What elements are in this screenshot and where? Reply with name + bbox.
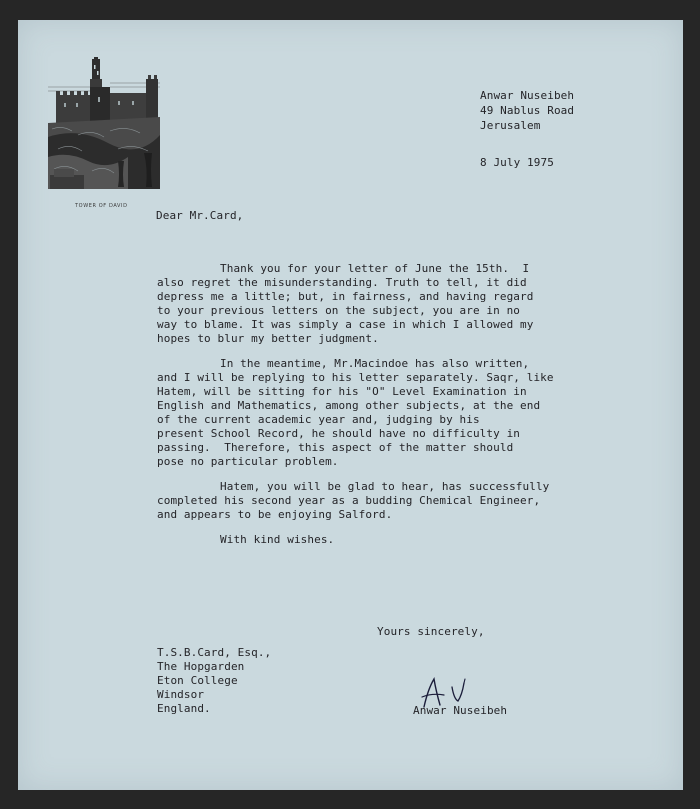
letter-date: 8 July 1975 xyxy=(480,156,554,169)
sender-name: Anwar Nuseibeh xyxy=(480,89,575,102)
body-line: In the meantime, Mr.Macindoe has also written, xyxy=(220,357,530,370)
recipient-line: Eton College xyxy=(157,674,238,687)
sender-street: 49 Nablus Road xyxy=(480,104,575,117)
body-line: present School Record, he should have no difficulty in xyxy=(157,427,521,440)
body-line: hopes to blur my better judgment. xyxy=(157,332,379,345)
body-line: way to blame. It was simply a case in which I allowed my xyxy=(157,318,534,331)
vignette-caption: TOWER OF DAVID xyxy=(75,203,128,209)
body-line: Thank you for your letter of June the 15th. I xyxy=(220,262,530,275)
recipient-line: The Hopgarden xyxy=(157,660,245,673)
body-line: completed his second year as a budding Chemical Engineer, xyxy=(157,494,541,507)
body-line: and appears to be enjoying Salford. xyxy=(157,508,393,521)
closing-wishes: With kind wishes. xyxy=(220,533,335,546)
signature-name: Anwar Nuseibeh xyxy=(413,704,508,717)
recipient-line: Windsor xyxy=(157,688,205,701)
body-line: depress me a little; but, in fairness, and having regard xyxy=(157,290,534,303)
salutation: Dear Mr.Card, xyxy=(156,209,244,222)
body-line: Hatem, you will be glad to hear, has successfully xyxy=(220,480,550,493)
body-line: passing. Therefore, this aspect of the matter should xyxy=(157,441,514,454)
letter-page xyxy=(18,20,683,790)
body-line: of the current academic year and, judging by his xyxy=(157,413,480,426)
body-line: English and Mathematics, among other subjects, at the end xyxy=(157,399,541,412)
recipient-line: England. xyxy=(157,702,211,715)
body-line: also regret the misunderstanding. Truth to tell, it did xyxy=(157,276,527,289)
sender-city: Jerusalem xyxy=(480,119,541,132)
body-line: Hatem, will be sitting for his "O" Level Examination in xyxy=(157,385,527,398)
body-line: pose no particular problem. xyxy=(157,455,339,468)
recipient-line: T.S.B.Card, Esq., xyxy=(157,646,272,659)
valediction: Yours sincerely, xyxy=(377,625,485,638)
body-line: to your previous letters on the subject, you are in no xyxy=(157,304,521,317)
body-line: and I will be replying to his letter separately. Saqr, like xyxy=(157,371,554,384)
tower-of-david-vignette xyxy=(48,57,160,189)
